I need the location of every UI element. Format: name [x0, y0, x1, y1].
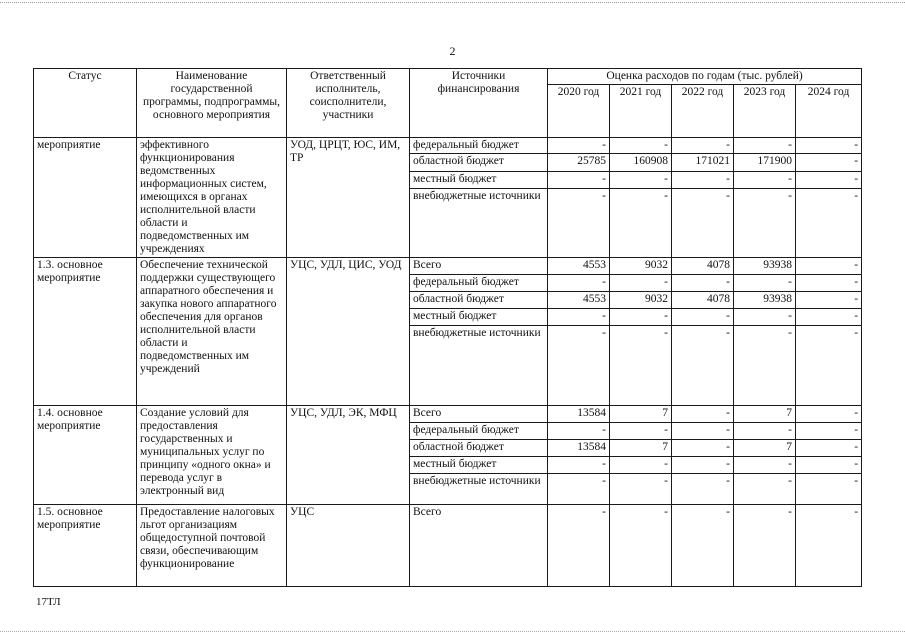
value-cell: -	[796, 275, 862, 292]
source-cell: местный бюджет	[410, 457, 548, 474]
footer-code: 17ТЛ	[36, 596, 61, 608]
source-cell: областной бюджет	[410, 440, 548, 457]
value-cell: -	[610, 326, 672, 406]
value-cell: -	[796, 258, 862, 275]
header-responsible: Ответственный исполнитель, соисполнители, участники	[287, 69, 410, 138]
value-cell: 7	[610, 406, 672, 423]
status-cell: 1.5. основное мероприятие	[34, 505, 137, 587]
value-cell: 171900	[734, 154, 796, 171]
source-cell: внебюджетные источники	[410, 188, 548, 257]
name-cell: Предоставление налоговых льгот организациям общедоступной почтовой связи, обеспечивающим функционирование	[137, 505, 287, 587]
value-cell: 25785	[548, 154, 610, 171]
value-cell: -	[796, 138, 862, 154]
value-cell: -	[548, 423, 610, 440]
value-cell: 13584	[548, 406, 610, 423]
value-cell: -	[610, 423, 672, 440]
value-cell: -	[672, 406, 734, 423]
value-cell: -	[548, 309, 610, 326]
value-cell: -	[610, 505, 672, 587]
scan-bottom-edge	[0, 631, 905, 635]
value-cell: -	[734, 188, 796, 257]
value-cell: -	[796, 292, 862, 309]
source-cell: областной бюджет	[410, 292, 548, 309]
value-cell: 9032	[610, 292, 672, 309]
value-cell: -	[610, 457, 672, 474]
header-status: Статус	[34, 69, 137, 138]
source-cell: внебюджетные источники	[410, 326, 548, 406]
value-cell: -	[672, 171, 734, 188]
value-cell: -	[734, 423, 796, 440]
header-year: 2023 год	[734, 85, 796, 138]
value-cell: 93938	[734, 292, 796, 309]
value-cell: -	[672, 423, 734, 440]
source-cell: федеральный бюджет	[410, 275, 548, 292]
value-cell: -	[796, 188, 862, 257]
value-cell: -	[734, 275, 796, 292]
value-cell: -	[672, 440, 734, 457]
page-number: 2	[449, 44, 456, 58]
status-cell: 1.3. основное мероприятие	[34, 258, 137, 406]
name-cell: Создание условий для предоставления государственных и муниципальных услуг по принципу «одного окна» и перевода услуг в электронный вид	[137, 406, 287, 505]
value-cell: -	[734, 474, 796, 505]
value-cell: -	[796, 423, 862, 440]
table-row	[34, 505, 862, 587]
header-year: 2020 год	[548, 85, 610, 138]
value-cell: 171021	[672, 154, 734, 171]
value-cell: 4553	[548, 292, 610, 309]
value-cell: -	[796, 457, 862, 474]
source-cell: внебюджетные источники	[410, 474, 548, 505]
value-cell: -	[610, 309, 672, 326]
header-expense: Оценка расходов по годам (тыс. рублей)	[548, 69, 862, 85]
value-cell: -	[610, 275, 672, 292]
value-cell: -	[734, 326, 796, 406]
value-cell: -	[734, 505, 796, 587]
value-cell: -	[672, 188, 734, 257]
value-cell: 93938	[734, 258, 796, 275]
responsible-cell: УЦС	[287, 505, 410, 587]
source-cell: областной бюджет	[410, 154, 548, 171]
source-cell: Всего	[410, 406, 548, 423]
value-cell: -	[672, 505, 734, 587]
source-cell: местный бюджет	[410, 309, 548, 326]
source-cell: Всего	[410, 505, 548, 587]
source-cell: федеральный бюджет	[410, 138, 548, 154]
value-cell: -	[796, 309, 862, 326]
header-year: 2021 год	[610, 85, 672, 138]
value-cell: -	[672, 275, 734, 292]
value-cell: -	[672, 474, 734, 505]
table-row	[34, 406, 862, 423]
value-cell: -	[672, 457, 734, 474]
value-cell: -	[734, 309, 796, 326]
value-cell: -	[610, 188, 672, 257]
value-cell: 9032	[610, 258, 672, 275]
value-cell: -	[672, 326, 734, 406]
value-cell: 160908	[610, 154, 672, 171]
value-cell: -	[796, 171, 862, 188]
value-cell: -	[548, 474, 610, 505]
value-cell: -	[672, 138, 734, 154]
status-cell: 1.4. основное мероприятие	[34, 406, 137, 505]
name-cell: эффективного функционирования ведомственных информационных систем, имеющихся в органах исполнительной власти области и подведомственных им учреждениях	[137, 138, 287, 258]
name-cell: Обеспечение технической поддержки существующего аппаратного обеспечения и закупка нового аппаратного обеспечения для органов исполнительной власти области и подведомственных им учреждений	[137, 258, 287, 406]
expense-table	[33, 68, 862, 587]
value-cell: 4078	[672, 258, 734, 275]
status-cell: мероприятие	[34, 138, 137, 258]
value-cell: -	[610, 171, 672, 188]
value-cell: -	[548, 457, 610, 474]
header-sources: Источники финансирования	[410, 69, 548, 138]
value-cell: 4078	[672, 292, 734, 309]
value-cell: -	[548, 188, 610, 257]
value-cell: -	[796, 154, 862, 171]
value-cell: 7	[610, 440, 672, 457]
table-body	[34, 138, 862, 587]
value-cell: -	[548, 171, 610, 188]
value-cell: -	[548, 326, 610, 406]
scan-top-edge	[0, 2, 905, 6]
table-row	[34, 138, 862, 154]
table-row	[34, 258, 862, 275]
value-cell: -	[610, 138, 672, 154]
source-cell: Всего	[410, 258, 548, 275]
value-cell: -	[734, 138, 796, 154]
source-cell: местный бюджет	[410, 171, 548, 188]
value-cell: -	[672, 309, 734, 326]
value-cell: -	[548, 138, 610, 154]
source-cell: федеральный бюджет	[410, 423, 548, 440]
value-cell: 4553	[548, 258, 610, 275]
header-name: Наименование государственной программы, подпрограммы, основного мероприятия	[137, 69, 287, 138]
value-cell: 7	[734, 440, 796, 457]
value-cell: -	[796, 505, 862, 587]
value-cell: -	[734, 457, 796, 474]
value-cell: -	[796, 474, 862, 505]
header-year: 2022 год	[672, 85, 734, 138]
value-cell: -	[548, 275, 610, 292]
responsible-cell: УОД, ЦРЦТ, ЮС, ИМ, ТР	[287, 138, 410, 258]
value-cell: -	[796, 326, 862, 406]
responsible-cell: УЦС, УДЛ, ЦИС, УОД	[287, 258, 410, 406]
value-cell: -	[734, 171, 796, 188]
value-cell: -	[796, 406, 862, 423]
responsible-cell: УЦС, УДЛ, ЭК, МФЦ	[287, 406, 410, 505]
value-cell: -	[796, 440, 862, 457]
value-cell: -	[610, 474, 672, 505]
value-cell: 7	[734, 406, 796, 423]
value-cell: -	[548, 505, 610, 587]
value-cell: 13584	[548, 440, 610, 457]
header-year: 2024 год	[796, 85, 862, 138]
